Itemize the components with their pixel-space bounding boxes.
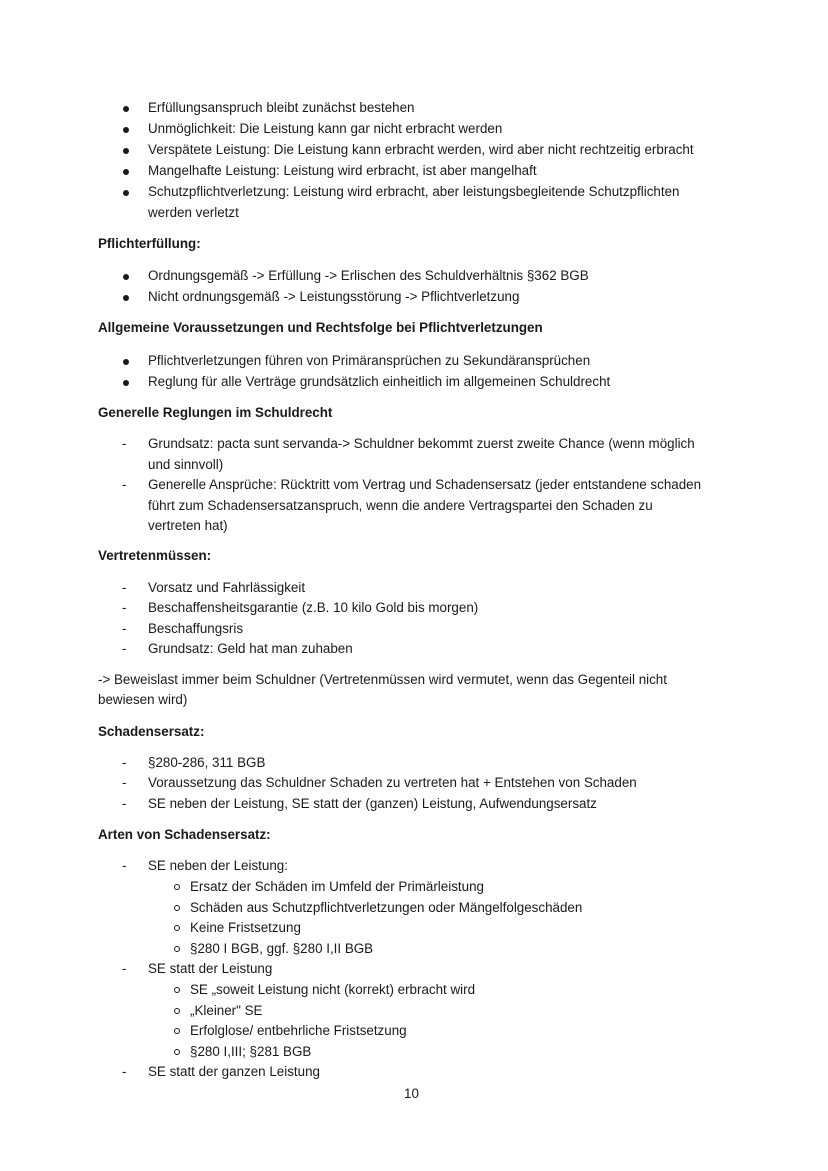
- dash-icon: -: [122, 621, 127, 636]
- list-item: Generelle Ansprüche: Rücktritt vom Vertrag und Schadensersatz (jeder entstandene schaden: [148, 477, 702, 492]
- bullet-icon: [123, 274, 129, 280]
- list-item-continuation: führt zum Schadensersatzanspruch, wenn die andere Vertragspartei den Schaden zu: [148, 498, 653, 513]
- dash-icon: -: [122, 600, 127, 615]
- list-item: Beschaffensheitsgarantie (z.B. 10 kilo Gold bis morgen): [148, 600, 479, 615]
- list-item: Beschaffungsris: [148, 621, 244, 636]
- bullet-icon: [123, 190, 129, 196]
- intro-bullet: Verspätete Leistung: Die Leistung kann erbracht werden, wird aber nicht rechtzeitig erbracht: [148, 142, 694, 157]
- list-item: SE statt der ganzen Leistung: [148, 1064, 320, 1079]
- bullet-icon: [123, 359, 129, 365]
- circle-bullet-icon: [174, 925, 180, 931]
- list-item: Reglung für alle Verträge grundsätzlich einheitlich im allgemeinen Schuldrecht: [148, 374, 611, 389]
- dash-icon: -: [122, 961, 127, 976]
- section-heading-pflichterfuellung: Pflichterfüllung:: [98, 236, 201, 251]
- list-item-continuation: vertreten hat): [148, 518, 228, 533]
- sub-list-item: §280 I,III; §281 BGB: [190, 1044, 312, 1059]
- list-item: Grundsatz: pacta sunt servanda-> Schuldner bekommt zuerst zweite Chance (wenn möglich: [148, 436, 695, 451]
- list-item: Voraussetzung das Schuldner Schaden zu vertreten hat + Entstehen von Schaden: [148, 775, 637, 790]
- bullet-icon: [123, 380, 129, 386]
- sub-list-item: Keine Fristsetzung: [190, 920, 301, 935]
- dash-icon: -: [122, 796, 127, 811]
- section-heading-vertretenmuessen: Vertretenmüssen:: [98, 548, 212, 563]
- section-heading-generelle: Generelle Reglungen im Schuldrecht: [98, 405, 333, 420]
- bullet-icon: [123, 148, 129, 154]
- paragraph-line: -> Beweislast immer beim Schuldner (Vertretenmüssen wird vermutet, wenn das Gegenteil nicht: [98, 672, 667, 687]
- bullet-icon: [123, 127, 129, 133]
- circle-bullet-icon: [174, 884, 180, 890]
- intro-bullet: Mangelhafte Leistung: Leistung wird erbracht, ist aber mangelhaft: [148, 163, 537, 178]
- list-item: SE neben der Leistung:: [148, 858, 288, 873]
- section-heading-schadensersatz: Schadensersatz:: [98, 724, 205, 739]
- dash-icon: -: [122, 641, 127, 656]
- sub-list-item: §280 I BGB, ggf. §280 I,II BGB: [190, 941, 374, 956]
- sub-list-item: Schäden aus Schutzpflichtverletzungen oder Mängelfolgeschäden: [190, 900, 583, 915]
- list-item: Pflichtverletzungen führen von Primäransprüchen zu Sekundäransprüchen: [148, 353, 591, 368]
- section-heading-arten: Arten von Schadensersatz:: [98, 827, 271, 842]
- sub-list-item: „Kleiner" SE: [190, 1003, 263, 1018]
- list-item: Nicht ordnungsgemäß -> Leistungsstörung -> Pflichtverletzung: [148, 289, 520, 304]
- sub-list-item: Ersatz der Schäden im Umfeld der Primärleistung: [190, 879, 484, 894]
- bullet-icon: [123, 106, 129, 112]
- dash-icon: -: [122, 477, 127, 492]
- list-item: SE neben der Leistung, SE statt der (ganzen) Leistung, Aufwendungsersatz: [148, 796, 597, 811]
- intro-bullet-continuation: werden verletzt: [148, 205, 239, 220]
- circle-bullet-icon: [174, 905, 180, 911]
- sub-list-item: SE „soweit Leistung nicht (korrekt) erbracht wird: [190, 982, 476, 997]
- intro-bullet: Unmöglichkeit: Die Leistung kann gar nicht erbracht werden: [148, 121, 503, 136]
- circle-bullet-icon: [174, 946, 180, 952]
- intro-bullet: Erfüllungsanspruch bleibt zunächst bestehen: [148, 100, 415, 115]
- list-item: Grundsatz: Geld hat man zuhaben: [148, 641, 353, 656]
- list-item: §280-286, 311 BGB: [148, 755, 266, 770]
- intro-bullet: Schutzpflichtverletzung: Leistung wird erbracht, aber leistungsbegleitende Schutzpflichten: [148, 184, 680, 199]
- dash-icon: -: [122, 775, 127, 790]
- sub-list-item: Erfolglose/ entbehrliche Fristsetzung: [190, 1023, 407, 1038]
- dash-icon: -: [122, 755, 127, 770]
- circle-bullet-icon: [174, 1008, 180, 1014]
- page-number: 10: [404, 1086, 419, 1101]
- circle-bullet-icon: [174, 1028, 180, 1034]
- list-item-continuation: und sinnvoll): [148, 457, 224, 472]
- list-item: SE statt der Leistung: [148, 961, 273, 976]
- list-item: Ordnungsgemäß -> Erfüllung -> Erlischen des Schuldverhältnis §362 BGB: [148, 268, 589, 283]
- dash-icon: -: [122, 858, 127, 873]
- list-item: Vorsatz und Fahrlässigkeit: [148, 580, 306, 595]
- dash-icon: -: [122, 580, 127, 595]
- circle-bullet-icon: [174, 987, 180, 993]
- section-heading-allgemeine: Allgemeine Voraussetzungen und Rechtsfolge bei Pflichtverletzungen: [98, 320, 543, 335]
- bullet-icon: [123, 169, 129, 175]
- bullet-icon: [123, 295, 129, 301]
- dash-icon: -: [122, 436, 127, 451]
- paragraph-line: bewiesen wird): [98, 692, 188, 707]
- dash-icon: -: [122, 1064, 127, 1079]
- circle-bullet-icon: [174, 1049, 180, 1055]
